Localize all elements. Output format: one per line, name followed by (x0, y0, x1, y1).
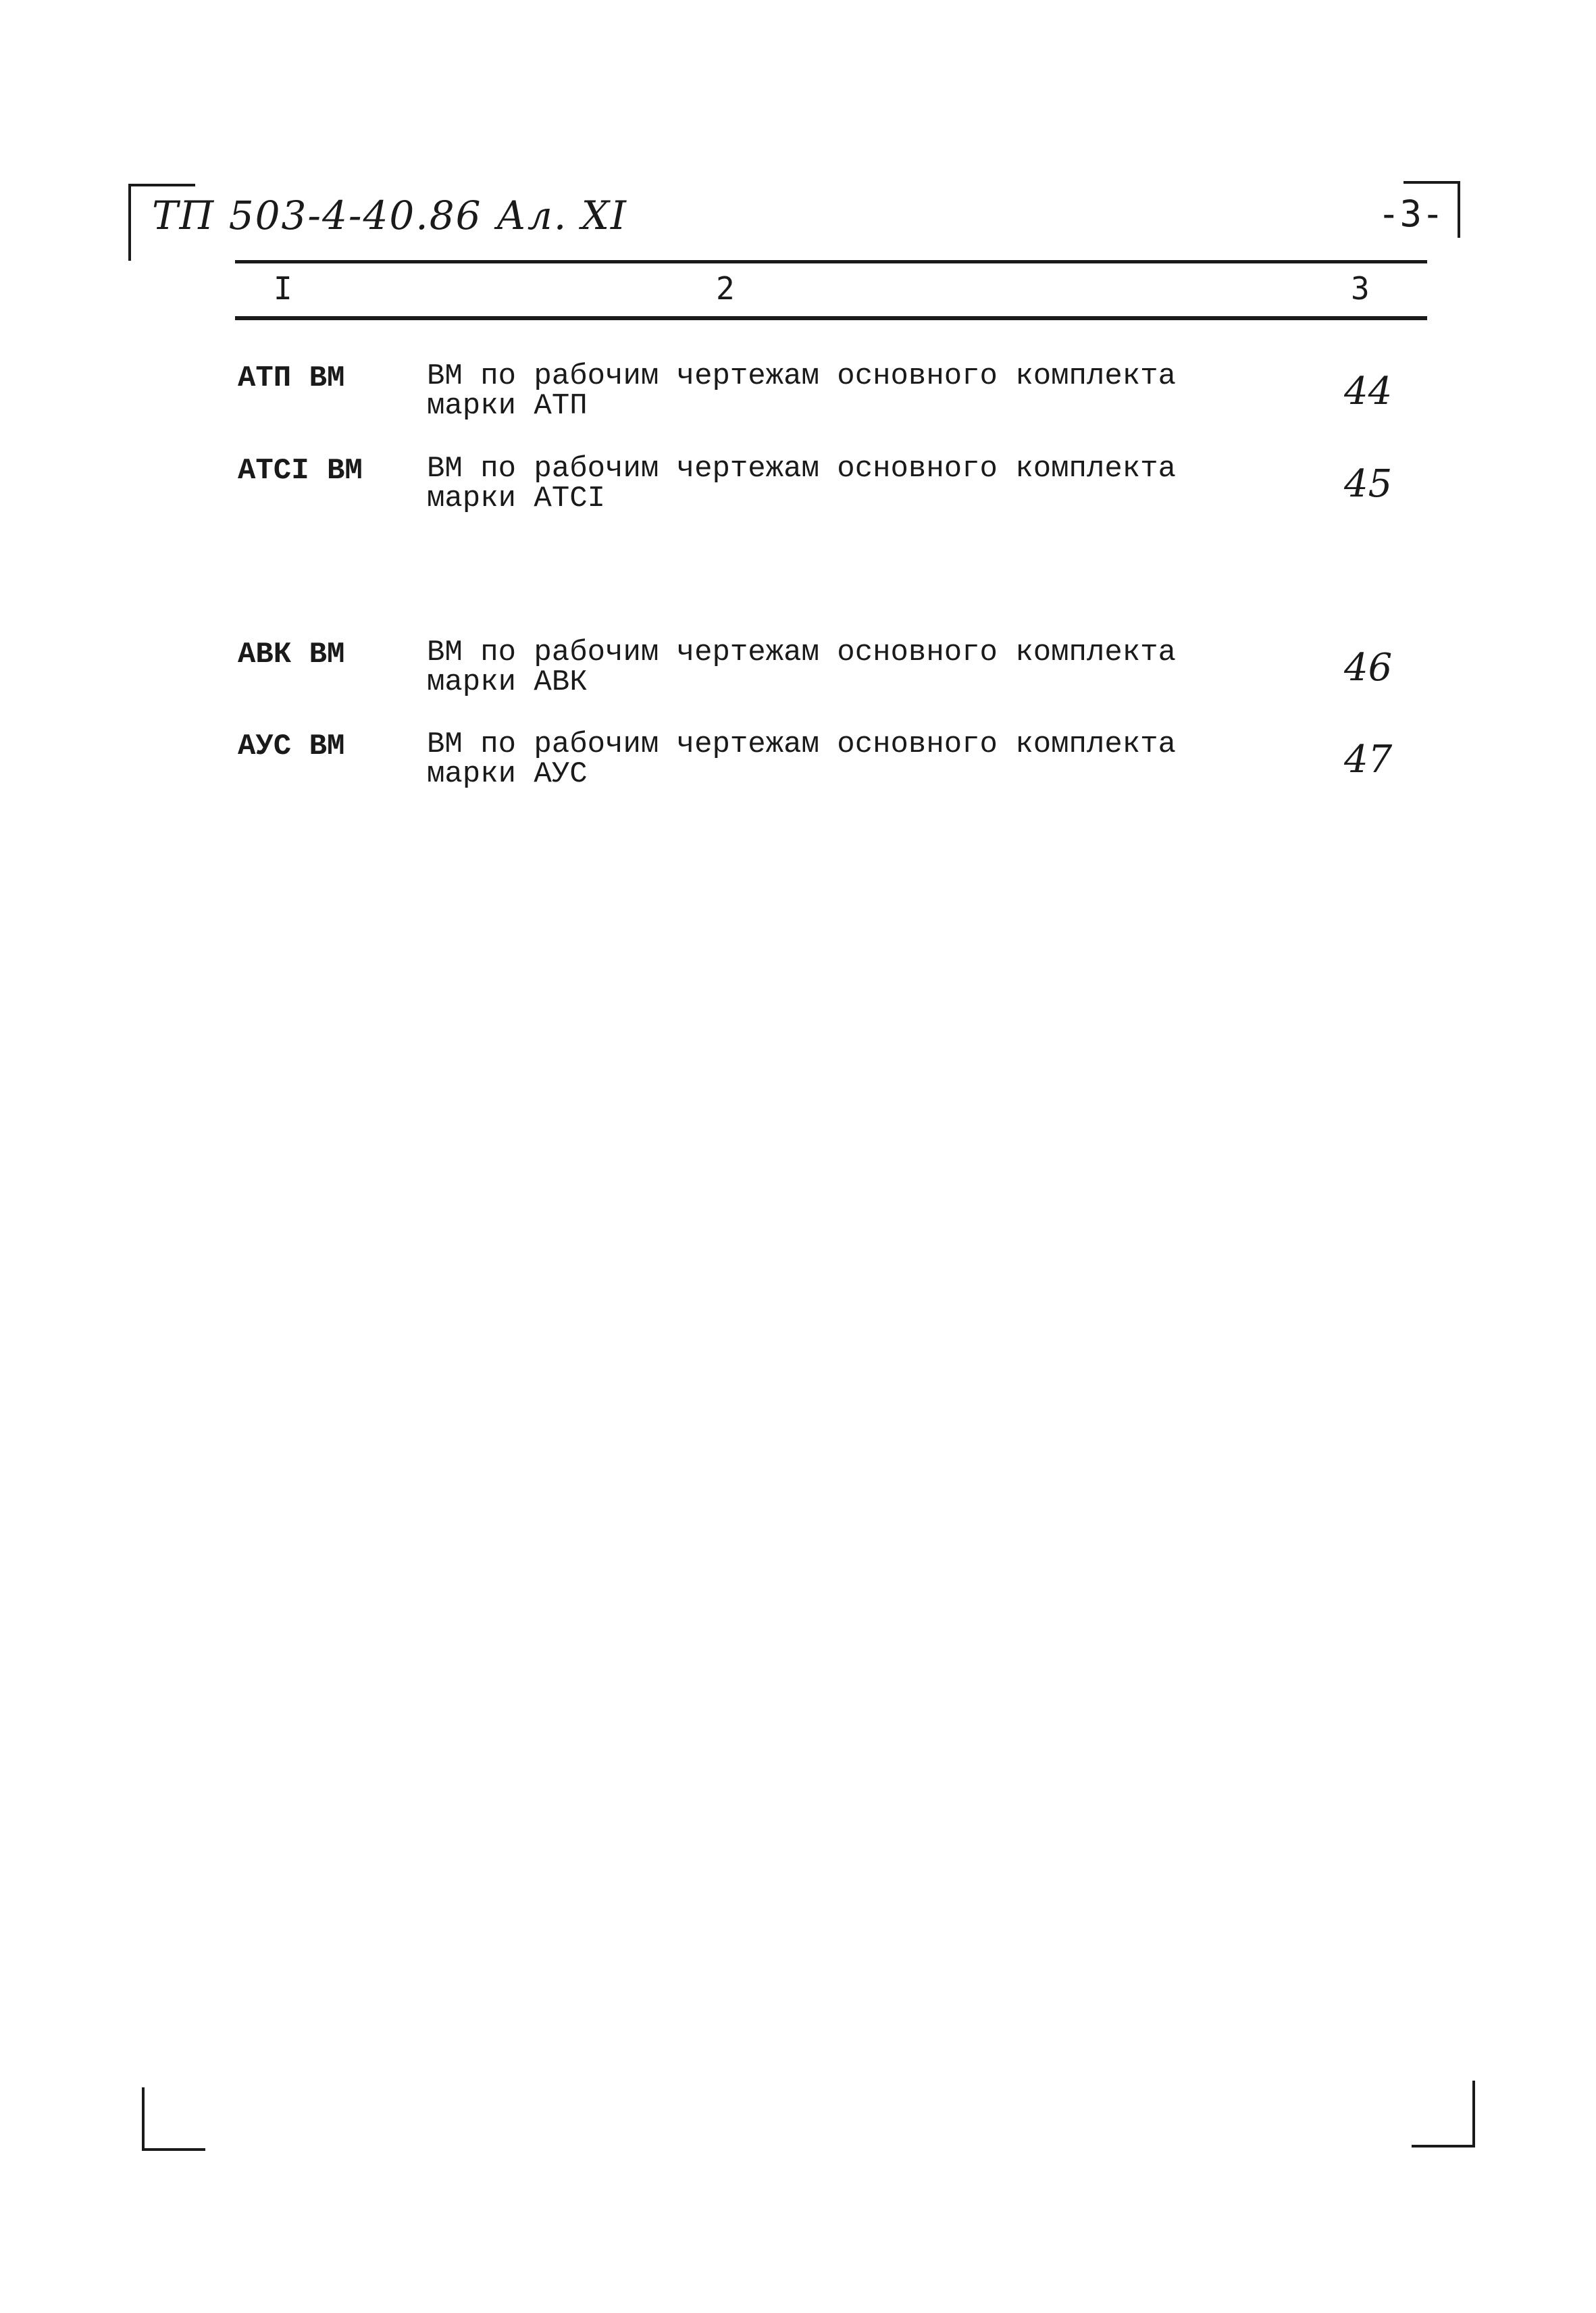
column-header-2: 2 (716, 270, 735, 307)
row-code: АВК ВМ (238, 638, 345, 671)
table-top-rule (235, 260, 1427, 263)
table-row (0, 638, 1596, 712)
row-description-line1: ВМ по рабочим чертежам основного комплекта (427, 452, 1176, 486)
table-row (0, 361, 1596, 436)
row-description-line1: ВМ по рабочим чертежам основного комплекта (427, 728, 1176, 761)
frame-corner-bottom-right (1412, 2081, 1475, 2147)
column-header-1: I (274, 270, 292, 307)
row-description-line1: ВМ по рабочим чертежам основного комплекта (427, 359, 1176, 393)
sheet-reference: Ал. XI (496, 193, 627, 238)
row-description (427, 361, 1176, 421)
page-number: -3- (1378, 193, 1444, 235)
row-code: АТП ВМ (238, 361, 345, 395)
row-description (427, 454, 1176, 513)
table-header-rule (235, 316, 1427, 320)
column-header-3: 3 (1351, 270, 1370, 307)
row-description (427, 638, 1176, 697)
row-sheet-number: 47 (1344, 738, 1393, 782)
row-sheet-number: 46 (1344, 646, 1393, 690)
row-description-line2: марки АТП (427, 389, 588, 423)
table-row (0, 730, 1596, 804)
frame-corner-bottom-left (142, 2087, 205, 2151)
row-description (427, 730, 1176, 789)
row-sheet-number: 44 (1344, 370, 1393, 413)
row-description-line2: марки АТСI (427, 482, 606, 515)
row-description-line2: марки АУС (427, 757, 588, 791)
table-row (0, 454, 1596, 528)
row-code: АТСI ВМ (238, 454, 363, 488)
row-sheet-number: 45 (1344, 462, 1393, 506)
row-description-line2: марки АВК (427, 665, 588, 699)
row-description-line1: ВМ по рабочим чертежам основного комплекта (427, 636, 1176, 669)
document-code: ТП 503-4-40.86 (152, 193, 482, 238)
row-code: АУС ВМ (238, 730, 345, 763)
